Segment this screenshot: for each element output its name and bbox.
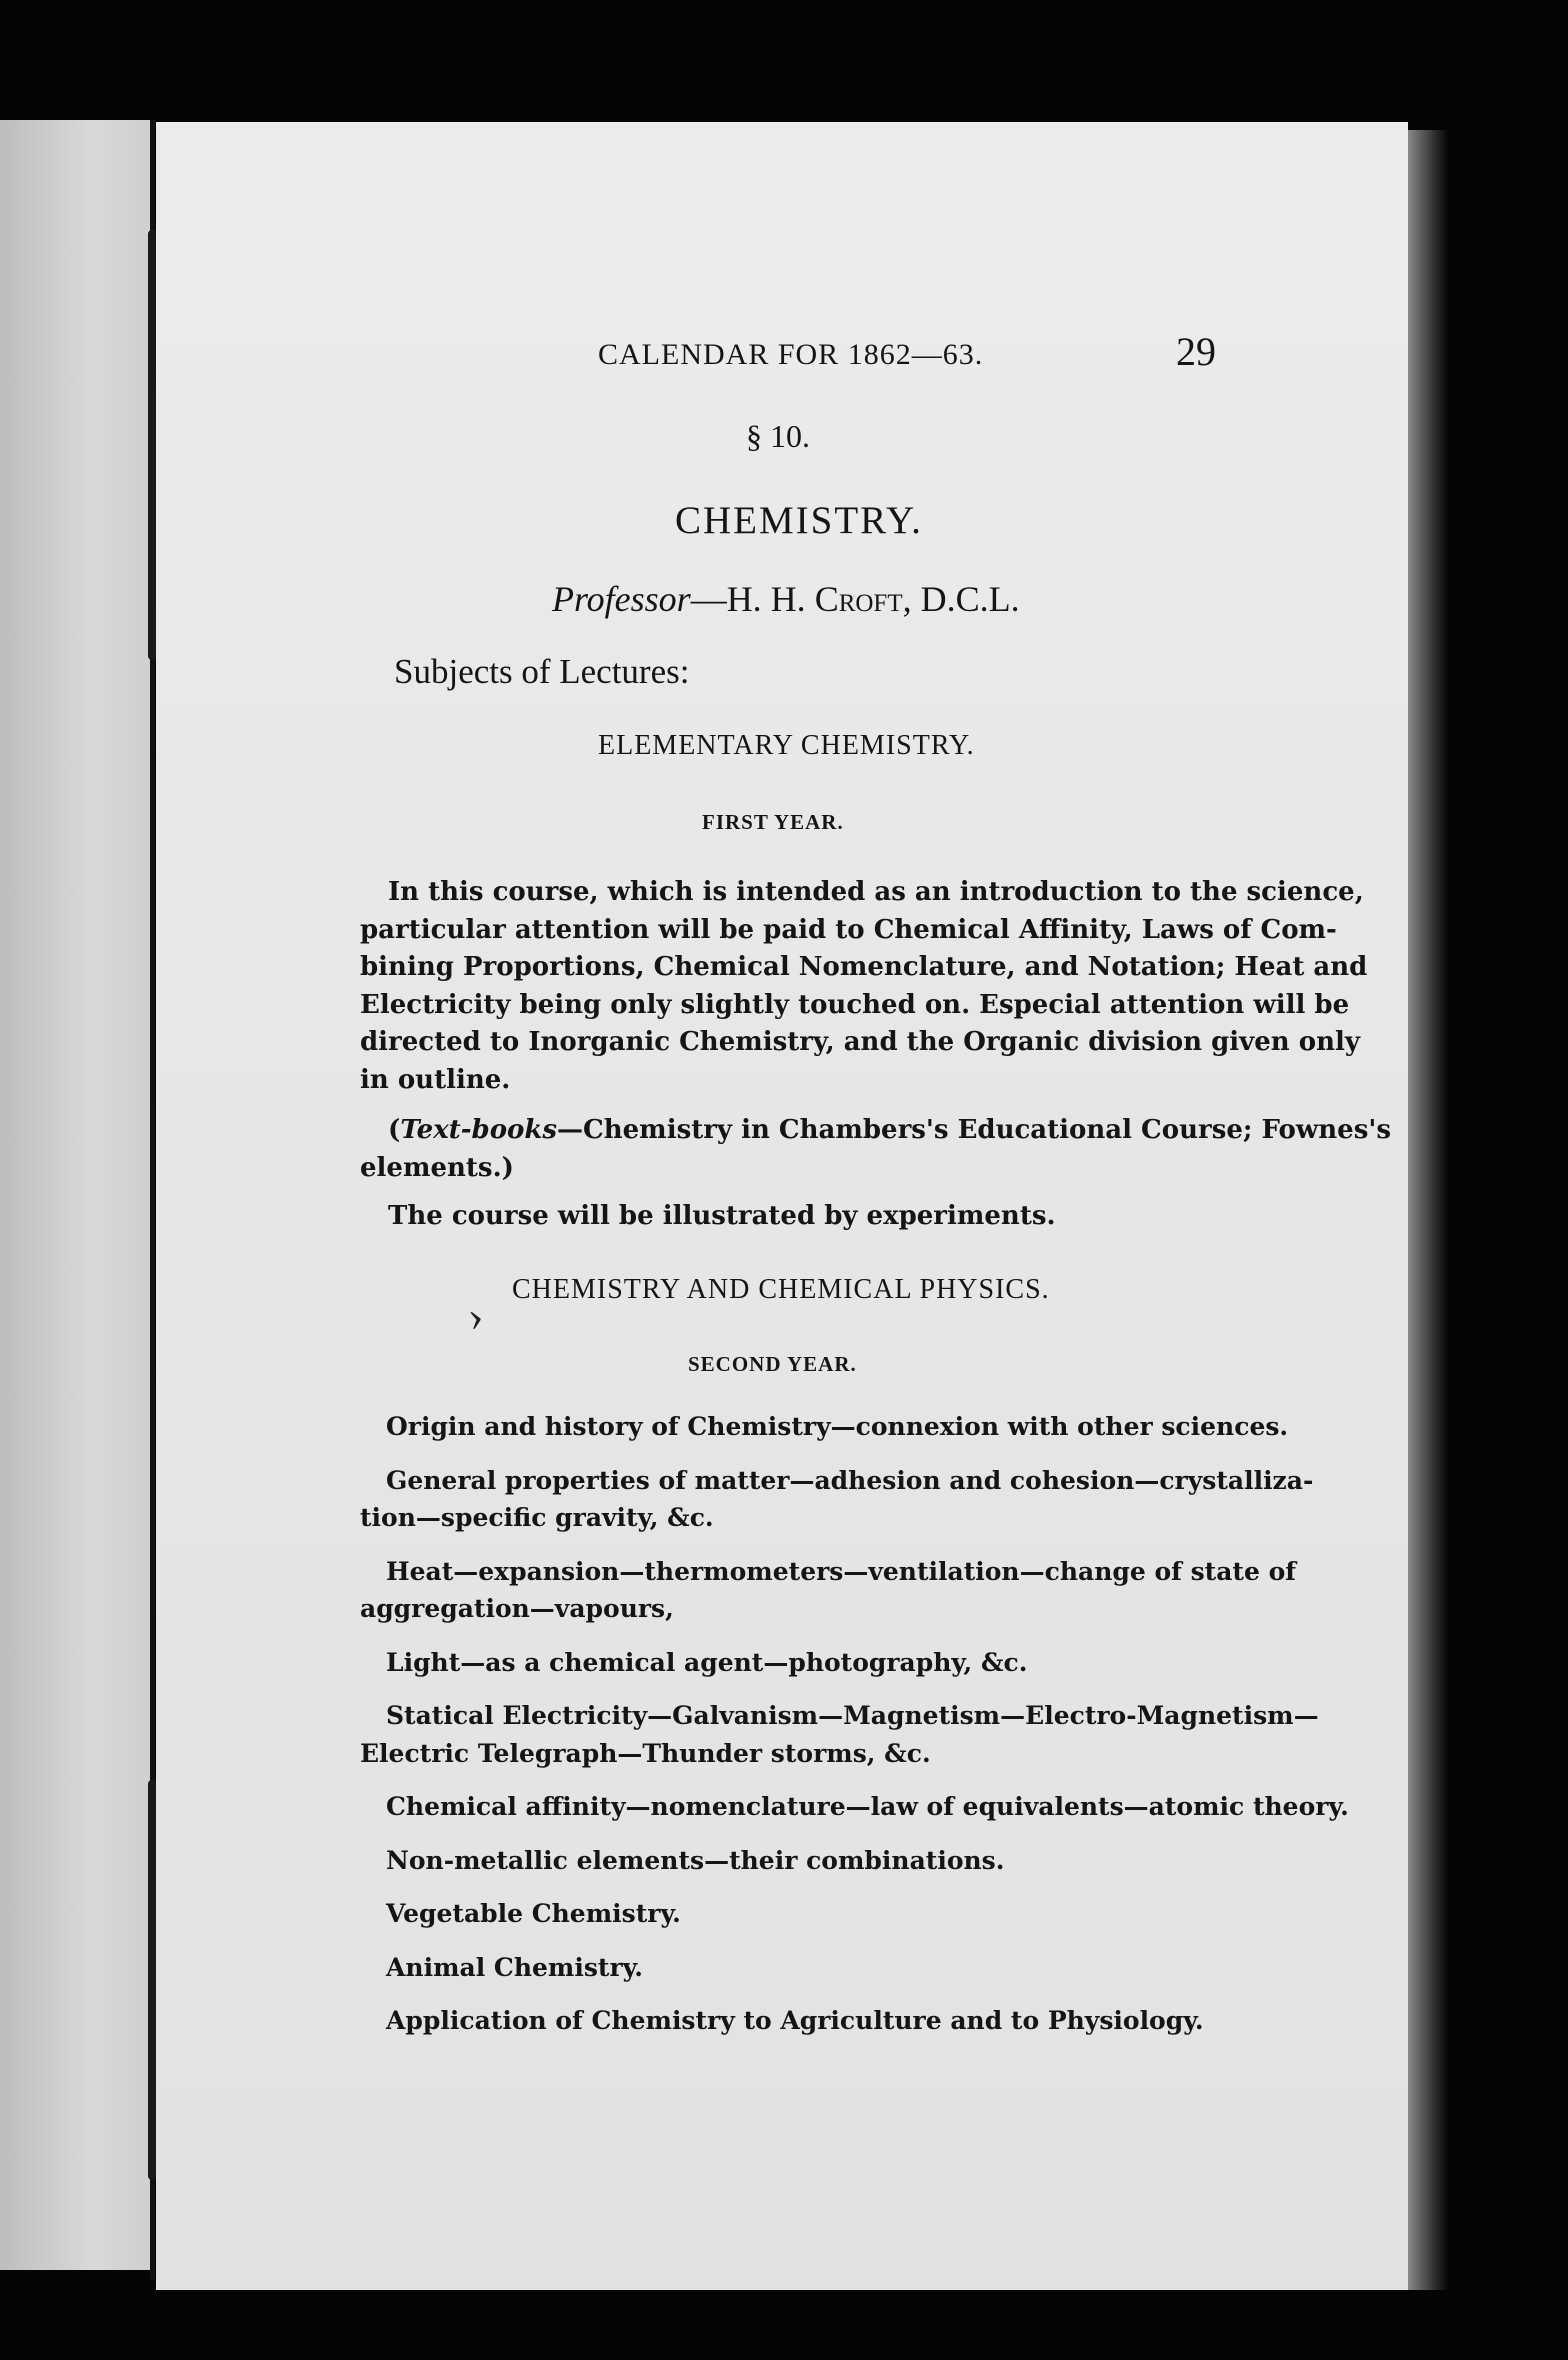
topic-line: Heat—expansion—thermometers—ventilation—change of state of [386,1556,1296,1586]
topic-line: Application of Chemistry to Agriculture and to Physiology. [386,2006,1204,2035]
topic-list [360,1408,1349,2056]
page-shadow-edge [1408,130,1448,2290]
textbooks-line-2: elements.) [360,1152,514,1183]
running-head: CALENDAR FOR 1862—63. [598,338,984,371]
topic-line: tion—specific gravity, &c. [360,1503,714,1532]
list-item [360,1949,1218,1987]
illustration-note [388,1198,1218,1236]
description-line: In this course, which is intended as an introduction to the science, [388,877,1364,907]
topic-line: Animal Chemistry. [386,1952,644,1982]
list-item [360,1788,1349,1826]
year-heading-second: SECOND YEAR. [688,1352,857,1376]
topic-line: Statical Electricity—Galvanism—Magnetism—Electro-Magnetism— [386,1701,1319,1730]
professor-label: Professor [552,579,691,619]
year-heading-first: FIRST YEAR. [702,810,844,834]
topic-line: Non-metallic elements—their combinations. [386,1845,1005,1875]
description-line: Electricity being only slightly touched on. Especial attention will be [360,989,1350,1020]
facing-page-edge [0,120,152,2270]
professor-surname: Croft [814,579,903,619]
professor-name-part: —H. H. [690,579,815,619]
list-item [360,1553,1296,1628]
professor-degree: , D.C.L. [902,579,1020,619]
description-line: in outline. [360,1064,511,1095]
course-description [360,874,1368,1099]
list-item [360,1895,1218,1933]
topic-line: aggregation—vapours, [360,1594,674,1623]
course-heading-elementary: ELEMENTARY CHEMISTRY. [598,730,975,761]
topic-line: Vegetable Chemistry. [386,1899,681,1928]
pencil-check-mark: › [463,1290,487,1341]
textbooks-label: Text-books [400,1115,558,1145]
course-heading-physics: CHEMISTRY AND CHEMICAL PHYSICS. [512,1274,1050,1305]
list-item [360,2002,1218,2040]
textbooks-text: —Chemistry in Chambers's Educational Course; Fownes's [557,1115,1391,1145]
description-line: directed to Inorganic Chemistry, and the Organic division given only [360,1027,1360,1057]
textbooks-line: (Text-books—Chemistry in Chambers's Educational Course; Fownes's [388,1115,1391,1145]
topic-line: Chemical affinity—nomenclature—law of equivalents—atomic theory. [386,1792,1349,1821]
description-line: particular attention will be paid to Chemical Affinity, Laws of Com- [360,914,1337,945]
list-item [360,1462,1314,1537]
topic-line: General properties of matter—adhesion and cohesion—crystalliza- [386,1465,1314,1495]
illustration-line: The course will be illustrated by experiments. [388,1201,1056,1231]
topic-line: Origin and history of Chemistry—connexion with other sciences. [386,1412,1289,1441]
topic-line: Electric Telegraph—Thunder storms, &c. [360,1738,931,1768]
topic-line: Light—as a chemical agent—photography, &c. [386,1647,1028,1677]
textbooks-note [360,1112,1391,1187]
list-item [360,1644,1218,1682]
page-number: 29 [1176,329,1216,374]
subjects-label: Subjects of Lectures: [394,652,690,691]
list-item [360,1408,1289,1446]
list-item [360,1842,1218,1880]
description-line: bining Proportions, Chemical Nomenclature, and Notation; Heat and [360,952,1368,982]
section-title: CHEMISTRY. [675,499,923,542]
list-item [360,1697,1319,1772]
section-number: § 10. [746,418,810,454]
professor-line [552,578,1020,620]
